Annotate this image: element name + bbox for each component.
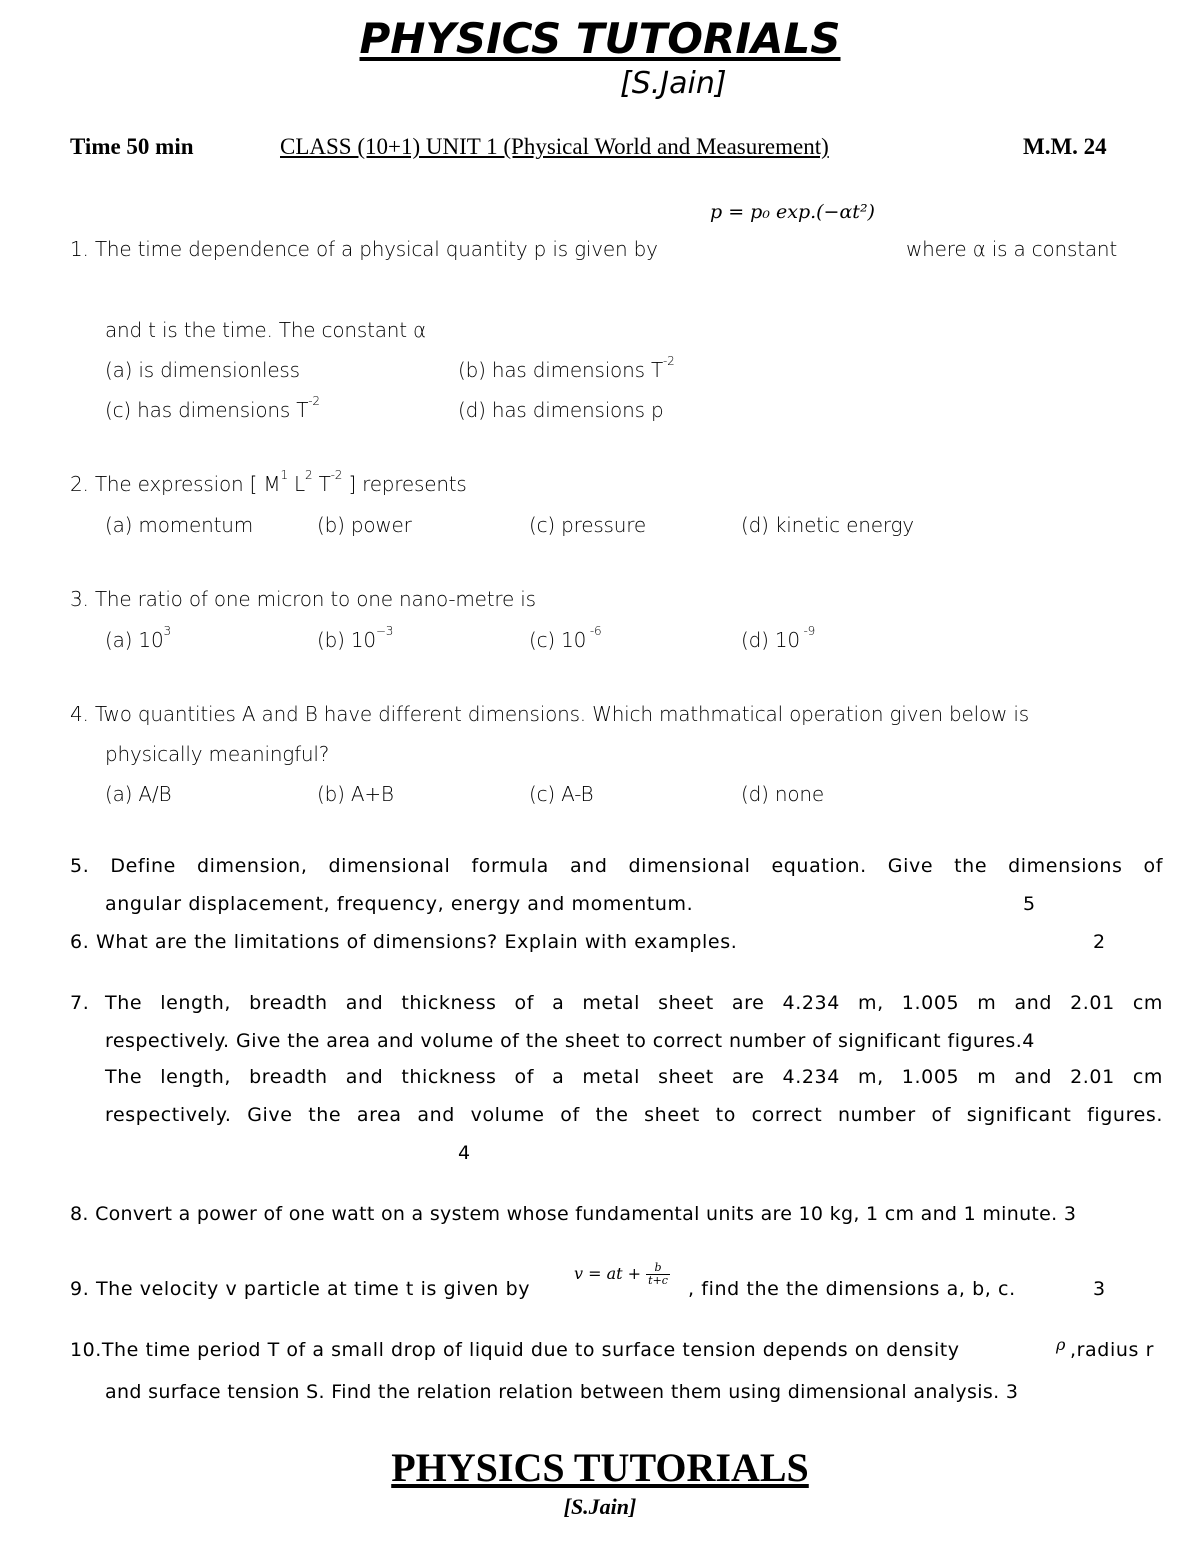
q1-formula: p = p₀ exp.(−αt²) (710, 201, 875, 223)
q7-line3: The length, breadth and thickness of a metal sheet are 4.234 m, 1.005 m and 2.01 cm (105, 1066, 1163, 1088)
q7-line2: respectively. Give the area and volume of the sheet to correct number of significant figures.4 (105, 1030, 1035, 1052)
q1-option-b: (b) has dimensions $T^{-2}$ (458, 354, 675, 382)
q4-option-c: (c) A-B (529, 782, 594, 806)
q1-line1-end: where α is a constant (906, 237, 1118, 261)
q10-line1-end: ,radius r (1070, 1339, 1155, 1361)
q3-option-a: (a) $10^3$ (105, 624, 171, 652)
time-allowed: Time 50 min (70, 134, 194, 159)
q4-option-d: (d) none (741, 782, 824, 806)
page-title: PHYSICS TUTORIALS (359, 14, 841, 63)
q1-line2: and t is the time. The constant α (105, 318, 427, 342)
q7-marks: 4 (458, 1142, 471, 1164)
q9-stem-end: , find the the dimensions a, b, c. (688, 1278, 1016, 1300)
q2-option-c: (c) pressure (529, 513, 646, 537)
max-marks: M.M. 24 (1023, 134, 1107, 159)
q9-fraction: $\frac{b}{t+c}$ (648, 1261, 668, 1287)
author-name: [S.Jain] (620, 66, 727, 101)
q1-line1: 1. The time dependence of a physical quantity p is given by (70, 237, 658, 261)
footer-title: PHYSICS TUTORIALS (391, 1445, 809, 1490)
q5-line2: angular displacement, frequency, energy and momentum. (105, 893, 694, 915)
q9-stem: 9. The velocity v particle at time t is given by (70, 1278, 531, 1300)
q9-formula: v = at + $\frac{b}{t+c}$ (574, 1261, 668, 1287)
q1-option-a: (a) is dimensionless (105, 358, 300, 382)
q2-option-a: (a) momentum (105, 513, 254, 537)
q1-option-d: (d) has dimensions p (458, 398, 664, 422)
q7-number: 7. (70, 992, 90, 1014)
q2-stem: 2. The expression [ $M^1$ $L^2$ $T^{-2}$ ] represents (70, 468, 467, 496)
q3-option-b: (b) $10^{-3}$ (317, 624, 394, 652)
q2-option-d: (d) kinetic energy (741, 513, 914, 537)
q8-line1: 8. Convert a power of one watt on a system whose fundamental units are 10 kg, 1 cm and 1 minute. 3 (70, 1203, 1077, 1225)
q10-line2: and surface tension S. Find the relation relation between them using dimensional analysis. 3 (105, 1381, 1019, 1403)
q5-marks: 5 (1023, 893, 1036, 915)
q5-line1: 5. Define dimension, dimensional formula and dimensional equation. Give the dimensions of (70, 855, 1163, 877)
q4-option-b: (b) A+B (317, 782, 394, 806)
q3-option-d: (d) 10 $^{-9}$ (741, 624, 816, 652)
q6-line1: 6. What are the limitations of dimensions? Explain with examples. (70, 931, 738, 953)
q10-line1: 10.The time period T of a small drop of liquid due to surface tension depends on density (70, 1339, 960, 1361)
q3-stem: 3. The ratio of one micron to one nano-metre is (70, 587, 536, 611)
q1-option-c: (c) has dimensions $T^{-2}$ (105, 394, 320, 422)
class-unit-heading: CLASS (10+1) UNIT 1 (Physical World and Measurement) (280, 134, 829, 159)
q9-marks: 3 (1093, 1278, 1106, 1300)
q3-option-c: (c) 10 $^{-6}$ (529, 624, 602, 652)
q2-option-b: (b) power (317, 513, 412, 537)
footer-author: [S.Jain] (563, 1494, 637, 1519)
q7-line4: respectively. Give the area and volume of the sheet to correct number of significant figures. (105, 1104, 1163, 1126)
q4-line1: 4. Two quantities A and B have different dimensions. Which mathmatical operation given below is (70, 702, 1029, 726)
q6-marks: 2 (1093, 931, 1106, 953)
q4-option-a: (a) A/B (105, 782, 172, 806)
q4-line2: physically meaningful? (105, 742, 330, 766)
q10-rho: ρ (1056, 1335, 1066, 1354)
q7-line1: The length, breadth and thickness of a metal sheet are 4.234 m, 1.005 m and 2.01 cm (105, 992, 1163, 1014)
